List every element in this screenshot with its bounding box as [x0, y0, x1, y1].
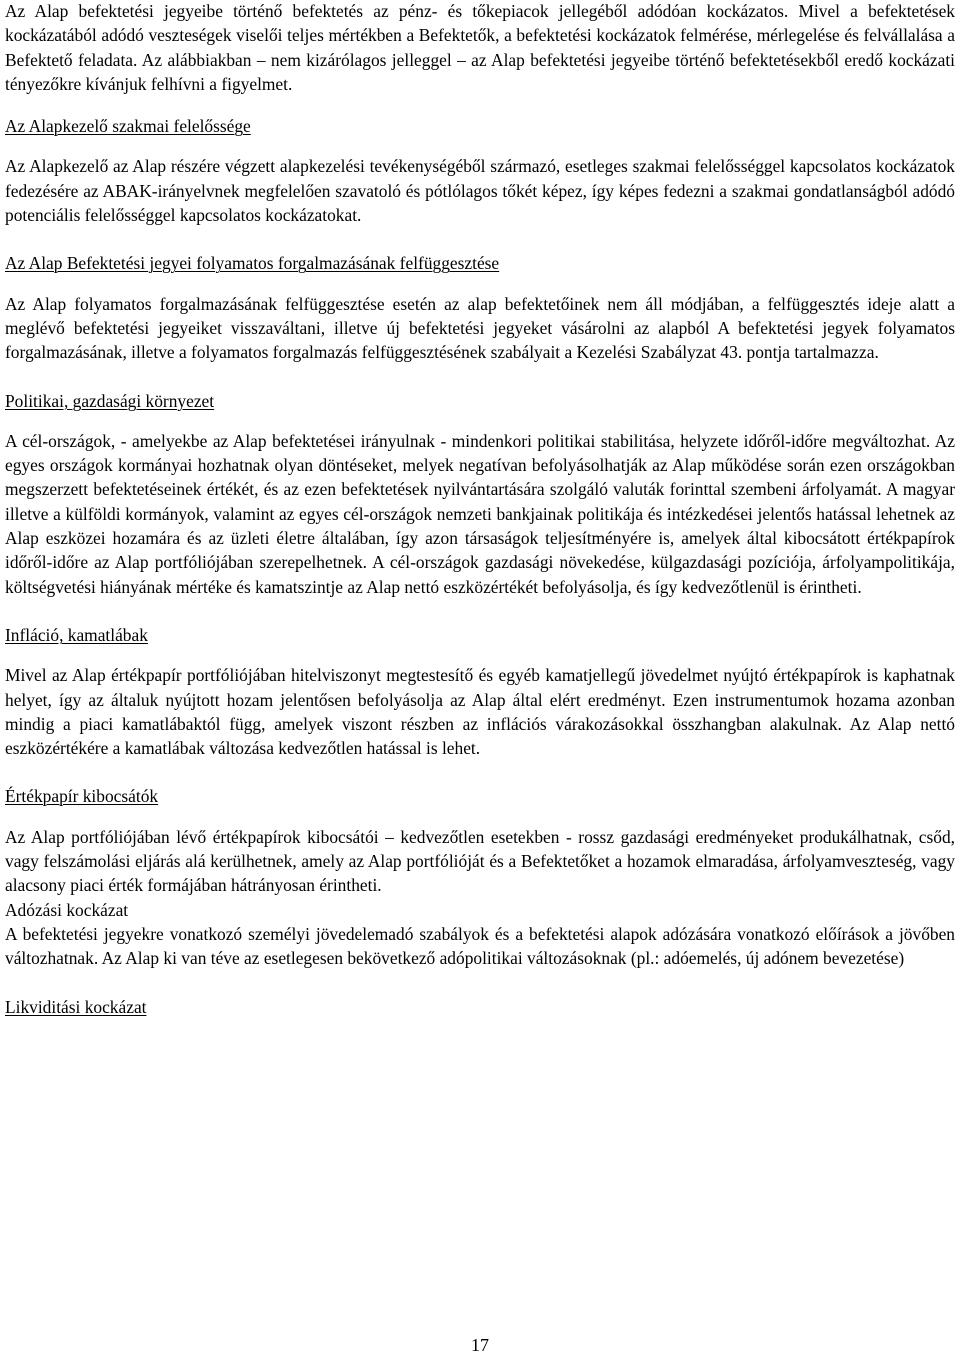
intro-paragraph: Az Alap befektetési jegyeibe történő befektetés az pénz- és tőkepiacok jellegéből adódóan kockázatos. Mivel a befektetések kockázatából adódó veszteségek viselői teljes mértékben a Befektetők, a befektetési kockázatok felmérése, mérlegelése és felvállalása a Befektető feladata. Az alábbiakban – nem kizárólagos jelleggel – az Alap befektetési jegyeibe történő befektetésekből eredő kockázati tényezőkre kívánjuk felhívni a figyelmet. — [5, 1, 955, 94]
body-distribution-suspension: Az Alap folyamatos forgalmazásának felfüggesztése esetén az alap befektetőinek nem áll módjában, a felfüggesztés ideje alatt a meglévő befektetési jegyeiket visszaváltani, illetve új befektetési jegyeket vásárolni az alapból A befektetési jegyek folyamatos forgalmazásának, illetve a folyamatos forgalmazás felfüggesztésének szabályait a Kezelési Szabályzat 43. pontja tartalmazza. — [5, 293, 955, 363]
document-page — [5, 0, 955, 1019]
heading-professional-liability: Az Alapkezelő szakmai felelőssége — [5, 116, 251, 137]
heading-inflation-rates: Infláció, kamatlábak — [5, 624, 148, 645]
body-inflation-rates: Mivel az Alap értékpapír portfóliójában hitelviszonyt megtestesítő és egyéb kamatjellegű jövedelmet nyújtó értékpapírok is kaphatnak helyet, így az általuk nyújtott hozam jelentősen befolyásolja az Alap által elért eredményt. Ezen instrumentumok hozama azonban mindig a piaci kamatlábaktól függ, amelyek viszont részben az inflációs várakozásokkal összhangban alakulnak. Az Alap nettó eszközértékére a kamatlábak változása kedvezőtlen hatással is lehet. — [5, 665, 955, 759]
heading-tax-risk: Adózási kockázat — [5, 899, 129, 920]
body-professional-liability: Az Alapkezelő az Alap részére végzett alapkezelési tevékenységéből származó, esetleges szakmai felelősséggel kapcsolatos kockázatok fedezésére az ABAK-irányelvnek megfelelően szavatoló és pótlólagos tőkét képez, így képes fedezni a szakmai gondatlanságból adódó potenciális felelősséggel kapcsolatos kockázatokat. — [5, 156, 955, 226]
heading-liquidity-risk: Likviditási kockázat — [5, 996, 147, 1017]
body-issuers: Az Alap portfóliójában lévő értékpapírok kibocsátói – kedvezőtlen esetekben - rossz gazdasági eredményeket produkálhatnak, csőd, vagy felszámolási eljárás alá kerülhetnek, amely az Alap portfólióját és a Befektetőket a hozamok elmaradása, árfolyamveszteség, vagy alacsony piaci érték formájában hátrányosan érintheti. — [5, 826, 955, 896]
heading-issuers: Értékpapír kibocsátók — [5, 786, 159, 807]
body-political-economic: A cél-országok, - amelyekbe az Alap befektetései irányulnak - mindenkori politikai stabilitása, helyzete időről-időre megváltozhat. Az egyes országok kormányai hozhatnak olyan döntéseket, melyek negatívan befolyásolhatják az Alap működése során ezen országokban megszerzett befektetéseinek értékét, és az ezen befektetések nyilvántartására szolgáló valuták forinttal szembeni árfolyamát. A magyar illetve a külföldi kormányok, valamint az egyes cél-országok nemzeti bankjainak politikája és intézkedései jelentős hatással lehetnek az Alap eszközei hozamára és az üzleti életre általában, így azon társaságok teljesítményére is, amelyek által kibocsátott értékpapírok időről-időre az Alap portfóliójában szerepelhetnek. A cél-országok gazdasági növekedése, külgazdasági pozíciója, árfolyampolitikája, költségvetési hiányának mértéke és kamatszintje az Alap nettó eszközértékét befolyásolja, és így kedvezőtlenül is érintheti. — [5, 430, 955, 597]
page-number: 17 — [471, 1335, 489, 1355]
heading-distribution-suspension: Az Alap Befektetési jegyei folyamatos forgalmazásának felfüggesztése — [5, 253, 500, 274]
heading-political-economic: Politikai, gazdasági környezet — [5, 390, 215, 411]
body-tax-risk: A befektetési jegyekre vonatkozó személyi jövedelemadó szabályok és a befektetési alapok adózására vonatkozó előírások a jövőben változhatnak. Az Alap ki van téve az esetlegesen bekövetkező adópolitikai változásoknak (pl.: adóemelés, új adónem bevezetése) — [5, 923, 955, 969]
